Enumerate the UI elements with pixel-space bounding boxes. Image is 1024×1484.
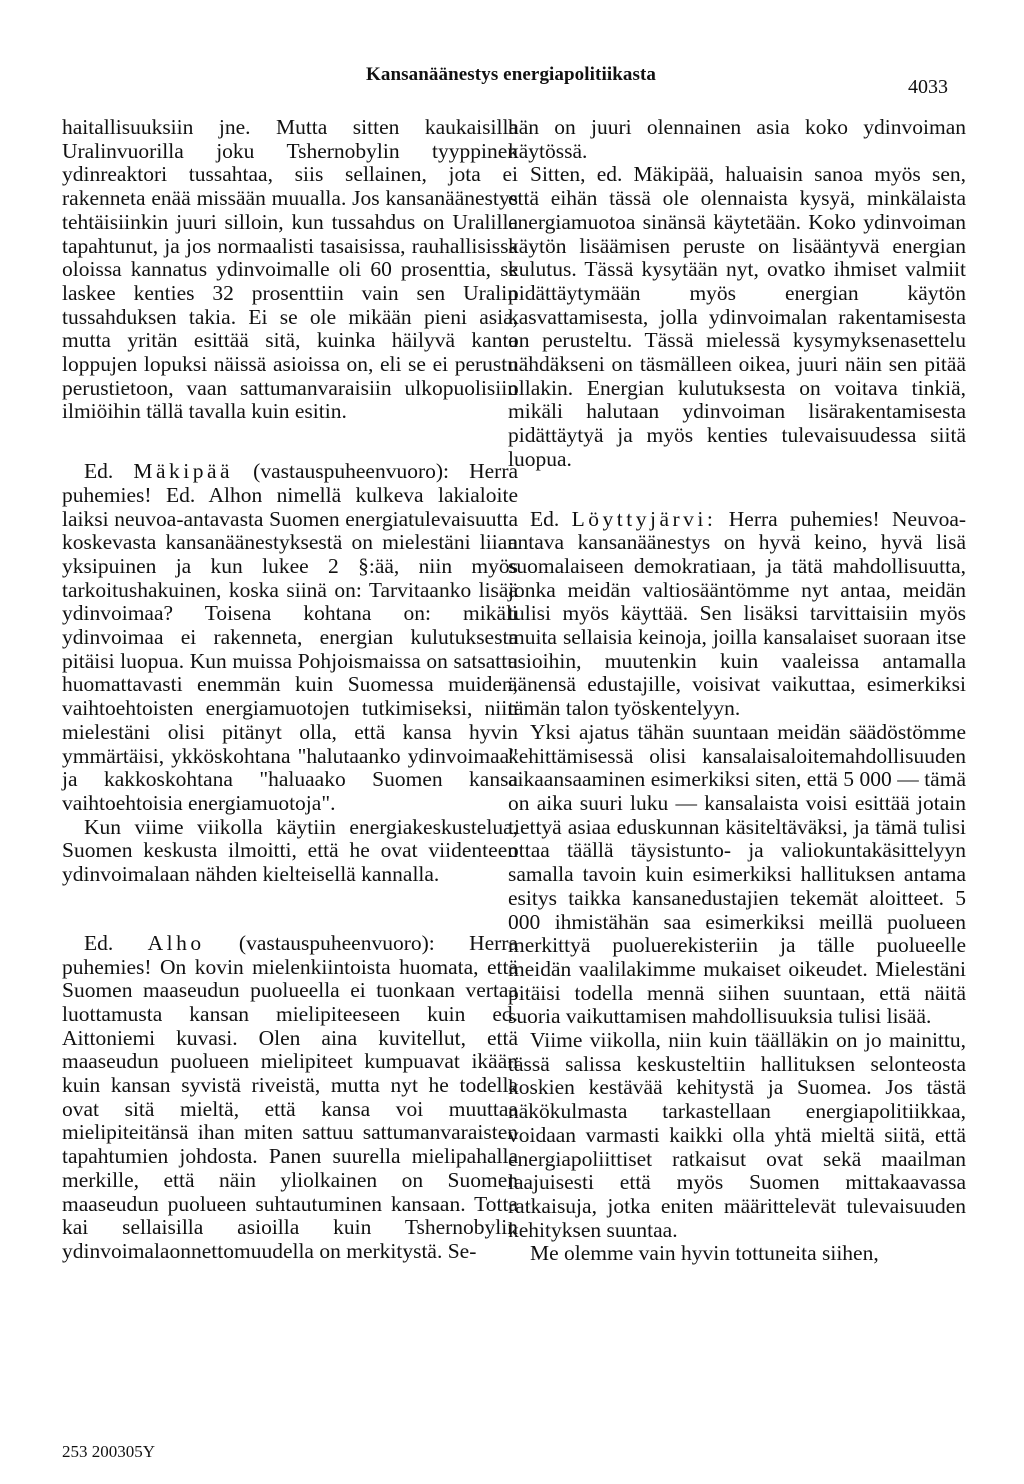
speaker-name: Mäkipää [133, 459, 234, 484]
speaker-prefix: Ed. [84, 930, 114, 955]
paragraph: Viime viikolla, niin kuin täälläkin on jo mainittu, tässä salissa keskusteltiin hallituksen selonteosta koskien kestävää kehitystä ja Suomea. Jos tästä näkökulmasta tarkastellaan energiapolitiikkaa, voidaan varmasti kaikki olla yhtä mieltä siitä, että energiapoliittiset ratkaisut ovat sekä maailman laajuisesti että myös Suomen mittakaavassa ratkaisuja, jotka eniten määrittelevät tulevaisuuden kehityksen suuntaa. [508, 1028, 966, 1242]
speaker-prefix: Ed. [530, 506, 560, 531]
speech-body: (vastauspuheenvuoro): Herra puhemies! Ed. Alhon nimellä kulkeva lakialoite laiksi neuvoa-antavasta Suomen energiatulevaisuutta koskevasta kansanäänestyksestä on mielestäni liian yksipuinen ja kun lukee 2 §:ää, niin myös tarkoitushakuinen, koska siinä on: Tarvitaanko lisää ydinvoimaa? Toisena kohtana on: mikäli ydinvoimaa ei rakenneta, energian kulutuksesta pitäisi luopua. Kun muissa Pohjoismaissa on satsattu huomattavasti enemmän kuin Suomessa muiden, vaihtoehtoisten energiamuotojen tutkimiseksi, niin mielestäni olisi pitänyt olla, että kansa hyvin ymmärtäisi, ykköskohtana "halutaanko ydinvoimaa" ja kakkoskohtana "haluaako Suomen kansa vaihtoehtoisia energiamuotoja". [62, 459, 519, 815]
speaker-name: Löyttyjärvi: [571, 506, 717, 531]
right-column [508, 116, 966, 1266]
left-column [62, 116, 518, 1264]
paragraph: Kun viime viikolla käytiin energiakeskustelua, Suomen keskusta ilmoitti, että he ovat viidenteen ydinvoimalaan nähden kielteisellä kannalla. [62, 814, 518, 887]
speech-makipaa [62, 460, 518, 816]
running-title: Kansanäänestys energiapolitiikasta [366, 64, 657, 85]
paragraph: Yksi ajatus tähän suuntaan meidän säädöstömme kehittämisessä olisi kansalaisaloitemahdollisuuden aikaansaaminen esimerkiksi siten, että 5 000 — tämä on aika suuri luku — kansalaista voisi esittää jotain tiettyä asiaa eduskunnan käsiteltäväksi, ja tämä tulisi ottaa täällä täysistunto- ja valiokuntakäsittelyyn samalla tavoin kuin esimerkiksi hallituksen antama esitys taikka kansanedustajien tekemät aloitteet. 5 000 ihmistähän saa esimerkiksi meillä puolueen merkittyä puoluerekisteriin ja tälle puolueelle meidän vaalilakimme mukaiset oikeudet. Mielestäni pitäisi todella mennä siihen suuntaan, että näitä suoria vaikuttamisen mahdollisuuksia tulisi lisää. [508, 719, 966, 1029]
paragraph-continued: haitallisuuksiin jne. Mutta sitten kaukaisilla Uralinvuorilla joku Tshernobylin tyyppinen ydinreaktori tussahtaa, siis sellainen, jota ei rakenneta enää missään muualla. Jos kansanäänestys tehtäisiinkin juuri silloin, kun tussahdus on Uralilla tapahtunut, ja jos normaalisti tasaisissa, rauhallisissa oloissa kannatus ydinvoimalle oli 60 prosenttia, se laskee kenties 32 prosenttiin vain sen Uralin tussahduksen takia. Ei se ole mikään pieni asia, mutta yritän esittää sitä, kuinka häilyvä kanta loppujen lopuksi näissä asioissa on, eli se ei perustu perustietoon, vaan sattumanvaraisiin ulkopuolisiin ilmiöihin tällä tavalla kuin esitin. [62, 115, 518, 424]
speech-loyttyjarvi [508, 508, 966, 721]
paragraph: Sitten, ed. Mäkipää, haluaisin sanoa myös sen, että eihän tässä ole olennaista kysyä, minkälaista energiamuotoa sinänsä käytetään. Koko ydinvoiman käytön lisäämisen peruste on lisääntyvä energian kulutus. Tässä kysytään nyt, ovatko ihmiset valmiit pidättäytymään myös energian käytön kasvattamisesta, jolla ydinvoimalan rakentamisesta on perusteltu. Tässä mielessä kysymyksenasettelu nähdäkseni on täsmälleen oikea, juuri näin sen pitää ollakin. Energian kulutuksesta on voitava tinkiä, mikäli halutaan ydinvoiman lisärakentamisesta pidättäytyä ja myös kenties tulevaisuudessa siitä luopua. [508, 162, 966, 471]
page-number: 4033 [908, 76, 948, 98]
speech-alho [62, 932, 518, 1264]
speech-body: Herra puhemies! Neuvoa-antava kansanäänestys on hyvä keino, hyvä lisä suomalaiseen demokratiaan, ja tätä mahdollisuutta, jonka meidän valtiosääntömme nyt antaa, meidän tulisi myös käyttää. Sen lisäksi tarvittaisiin myös muita sellaisia keinoja, joilla kansalaiset suoraan itse asioihin, muutenkin kuin vaaleissa antamalla äänensä edustajille, voisivat vaikuttaa, esimerkiksi tämän talon työskentelyyn. [508, 506, 967, 721]
paragraph: Me olemme vain hyvin tottuneita siihen, [530, 1241, 879, 1266]
speaker-prefix: Ed. [84, 459, 114, 484]
paragraph-continued: hän on juuri olennainen asia koko ydinvoiman käytössä. [508, 115, 966, 163]
speech-body: (vastauspuheenvuoro): Herra puhemies! On kovin mielenkiintoista huomata, että Suomen maaseudun puolueella ei tuonkaan vertaa luottamusta kansan mielipiteeseen kuin ed. Aittoniemi kuvasi. Olen aina kuvitellut, että maaseudun puolueen mielipiteet kumpuavat ikään kuin kansan syvistä riveistä, mutta nyt he todella ovat sitä mieltä, että kansa voi muuttaa mielipiteitänsä ihan miten sattuu sattumanvaraisten tapahtumien johdosta. Panen suurella mielipahalla merkille, että näin yliolkainen on Suomen maaseudun puolueen suhtautuminen kansaan. Totta kai sellaisilla asioilla kuin Tshernobylin ydinvoimalaonnettomuudella on merkitystä. Se- [62, 930, 519, 1263]
speaker-name: Alho [147, 930, 205, 955]
print-code: 253 200305Y [62, 1442, 156, 1461]
